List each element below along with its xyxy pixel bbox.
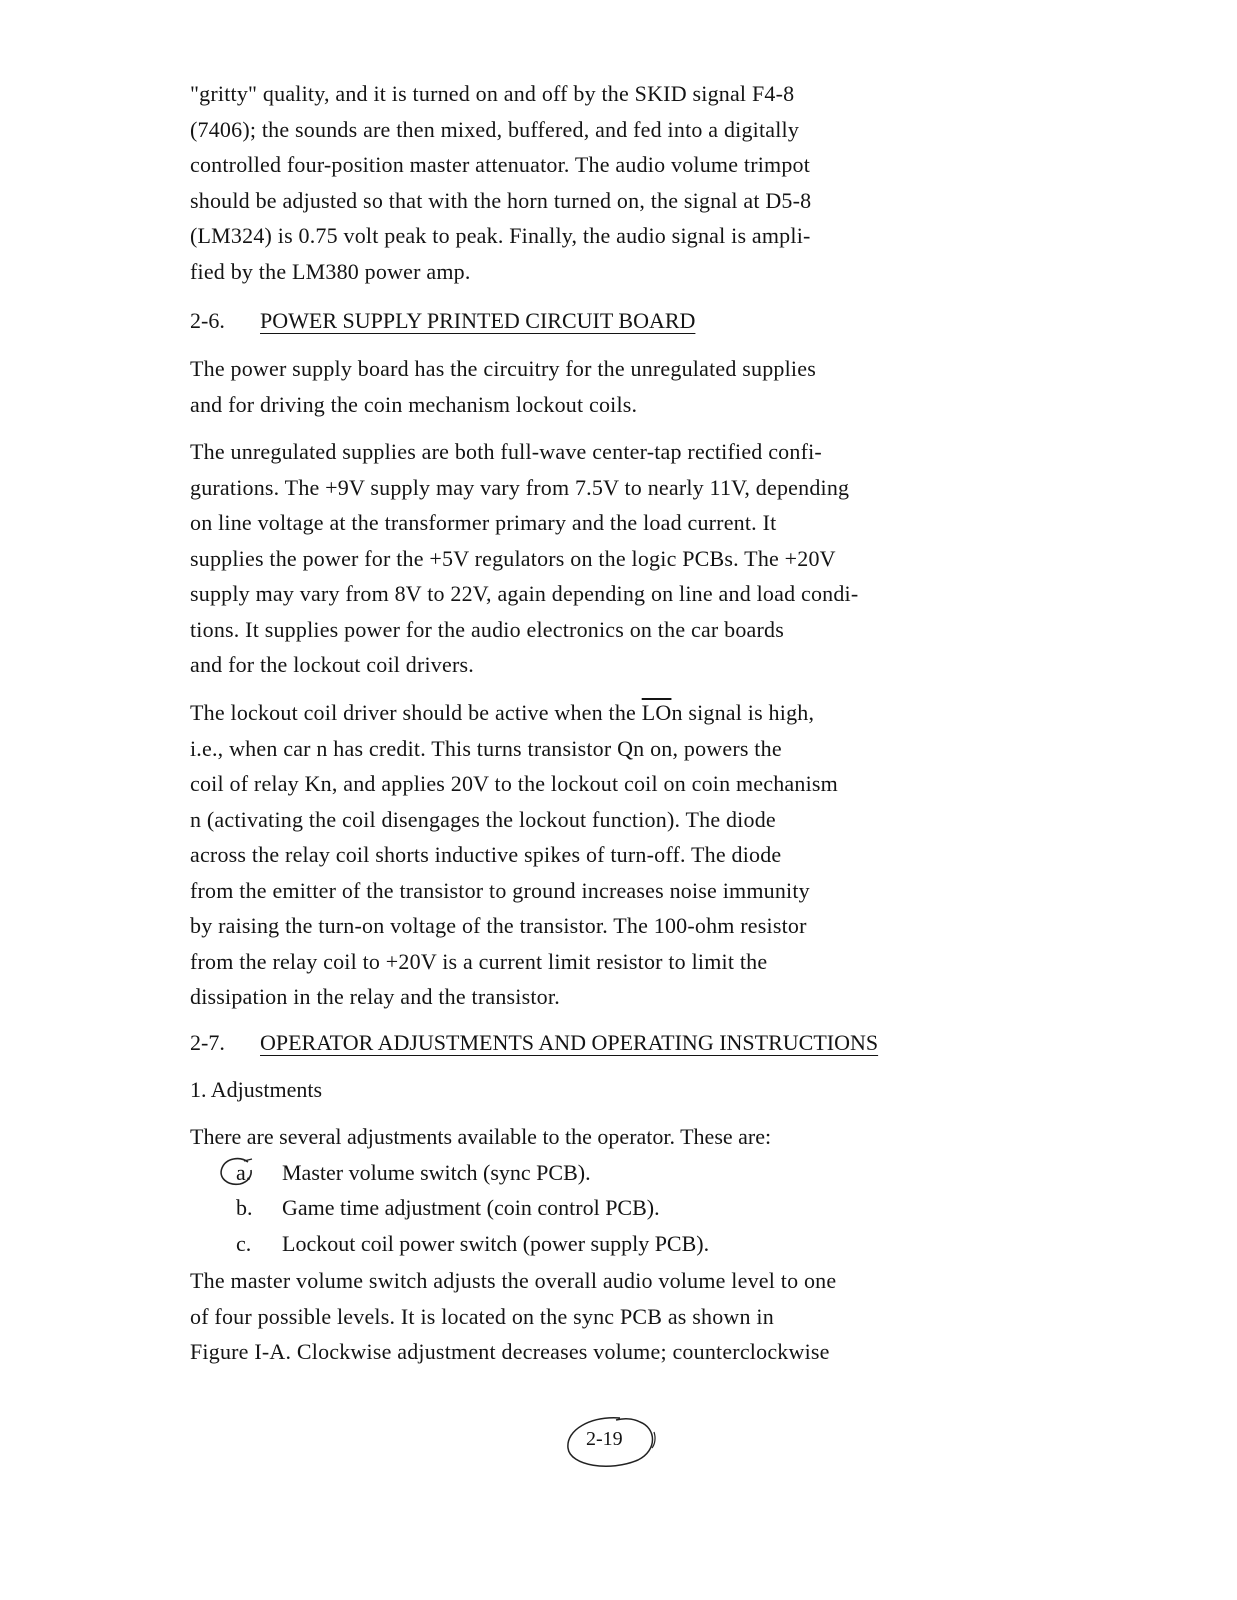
text-fragment: The lockout coil driver should be active when the <box>190 700 642 725</box>
text-line: (LM324) is 0.75 volt peak to peak. Finally, the audio signal is ampli- <box>190 223 811 248</box>
text-line: controlled four-position master attenuator. The audio volume trimpot <box>190 152 811 177</box>
text-line: The master volume switch adjusts the overall audio volume level to one <box>190 1268 837 1293</box>
paragraph-adjustments-intro: There are several adjustments available to the operator. These are: <box>190 1124 772 1149</box>
text-line: (7406); the sounds are then mixed, buffered, and fed into a digitally <box>190 116 800 142</box>
paragraph-unregulated-supplies <box>190 434 1050 683</box>
text-line: coil of relay Kn, and applies 20V to the lockout coil on coin mechanism <box>190 771 838 796</box>
handwritten-circle-mark <box>218 1156 258 1188</box>
list-marker: b. <box>236 1195 253 1220</box>
text-line: dissipation in the relay and the transistor. <box>190 984 560 1009</box>
text-line: The unregulated supplies are both full-wave center-tap rectified confi- <box>190 439 822 464</box>
section-title: OPERATOR ADJUSTMENTS AND OPERATING INSTRUCTIONS <box>260 1030 879 1055</box>
section-number: 2-7. <box>190 1030 225 1055</box>
paragraph-lockout-coil-driver <box>190 695 1050 1015</box>
paragraph-master-volume <box>190 1263 1050 1370</box>
list-item-text: Master volume switch (sync PCB). <box>282 1160 591 1185</box>
text-line: supplies the power for the +5V regulators on the logic PCBs. The +20V <box>190 545 836 571</box>
text-line: of four possible levels. It is located on the sync PCB as shown in <box>190 1303 774 1329</box>
text-line: Figure I-A. Clockwise adjustment decreases volume; counterclockwise <box>190 1339 830 1364</box>
list-item-text: Game time adjustment (coin control PCB). <box>282 1195 660 1220</box>
text-line: from the emitter of the transistor to ground increases noise immunity <box>190 877 810 903</box>
list-item-text: Lockout coil power switch (power supply PCB). <box>282 1231 710 1256</box>
section-heading-2-7 <box>190 1028 878 1058</box>
text-line: and for the lockout coil drivers. <box>190 652 474 677</box>
list-item <box>236 1229 709 1259</box>
page-number-marker <box>560 1412 670 1474</box>
text-line: fied by the LM380 power amp. <box>190 258 471 284</box>
section-number: 2-6. <box>190 308 225 333</box>
list-marker: a. <box>236 1160 252 1185</box>
overlined-signal-name: $\overline{LO}$ <box>641 700 672 725</box>
paragraph-power-supply-board <box>190 351 1050 422</box>
text-line: by raising the turn-on voltage of the transistor. The 100-ohm resistor <box>190 913 807 938</box>
list-item <box>236 1158 591 1188</box>
paragraph-audio-intro <box>190 76 1050 289</box>
text-line: on line voltage at the transformer primary and the load current. It <box>190 510 777 535</box>
text-line: should be adjusted so that with the horn turned on, the signal at D5-8 <box>190 187 812 213</box>
text-line: gurations. The +9V supply may vary from 7.5V to nearly 11V, depending <box>190 474 850 500</box>
subsection-adjustments: 1. Adjustments <box>190 1077 323 1102</box>
text-line: from the relay coil to +20V is a current limit resistor to limit the <box>190 948 768 974</box>
text-line: across the relay coil shorts inductive spikes of turn-off. The diode <box>190 842 782 867</box>
text-line: "gritty" quality, and it is turned on and off by the SKID signal F4-8 <box>190 81 795 106</box>
text-line <box>190 695 1050 731</box>
text-fragment: n signal is high, <box>671 700 815 725</box>
text-line: i.e., when car n has credit. This turns transistor Qn on, powers the <box>190 735 782 761</box>
page-number: 2-19 <box>586 1428 623 1450</box>
text-line: tions. It supplies power for the audio electronics on the car boards <box>190 616 784 642</box>
text-line: and for driving the coin mechanism lockout coils. <box>190 391 638 417</box>
list-marker: c. <box>236 1231 252 1256</box>
list-item <box>236 1193 660 1223</box>
text-line: The power supply board has the circuitry for the unregulated supplies <box>190 356 816 381</box>
text-line: supply may vary from 8V to 22V, again depending on line and load condi- <box>190 581 859 606</box>
text-line: n (activating the coil disengages the lockout function). The diode <box>190 806 776 832</box>
section-heading-2-6 <box>190 306 695 336</box>
section-title: POWER SUPPLY PRINTED CIRCUIT BOARD <box>260 308 696 333</box>
